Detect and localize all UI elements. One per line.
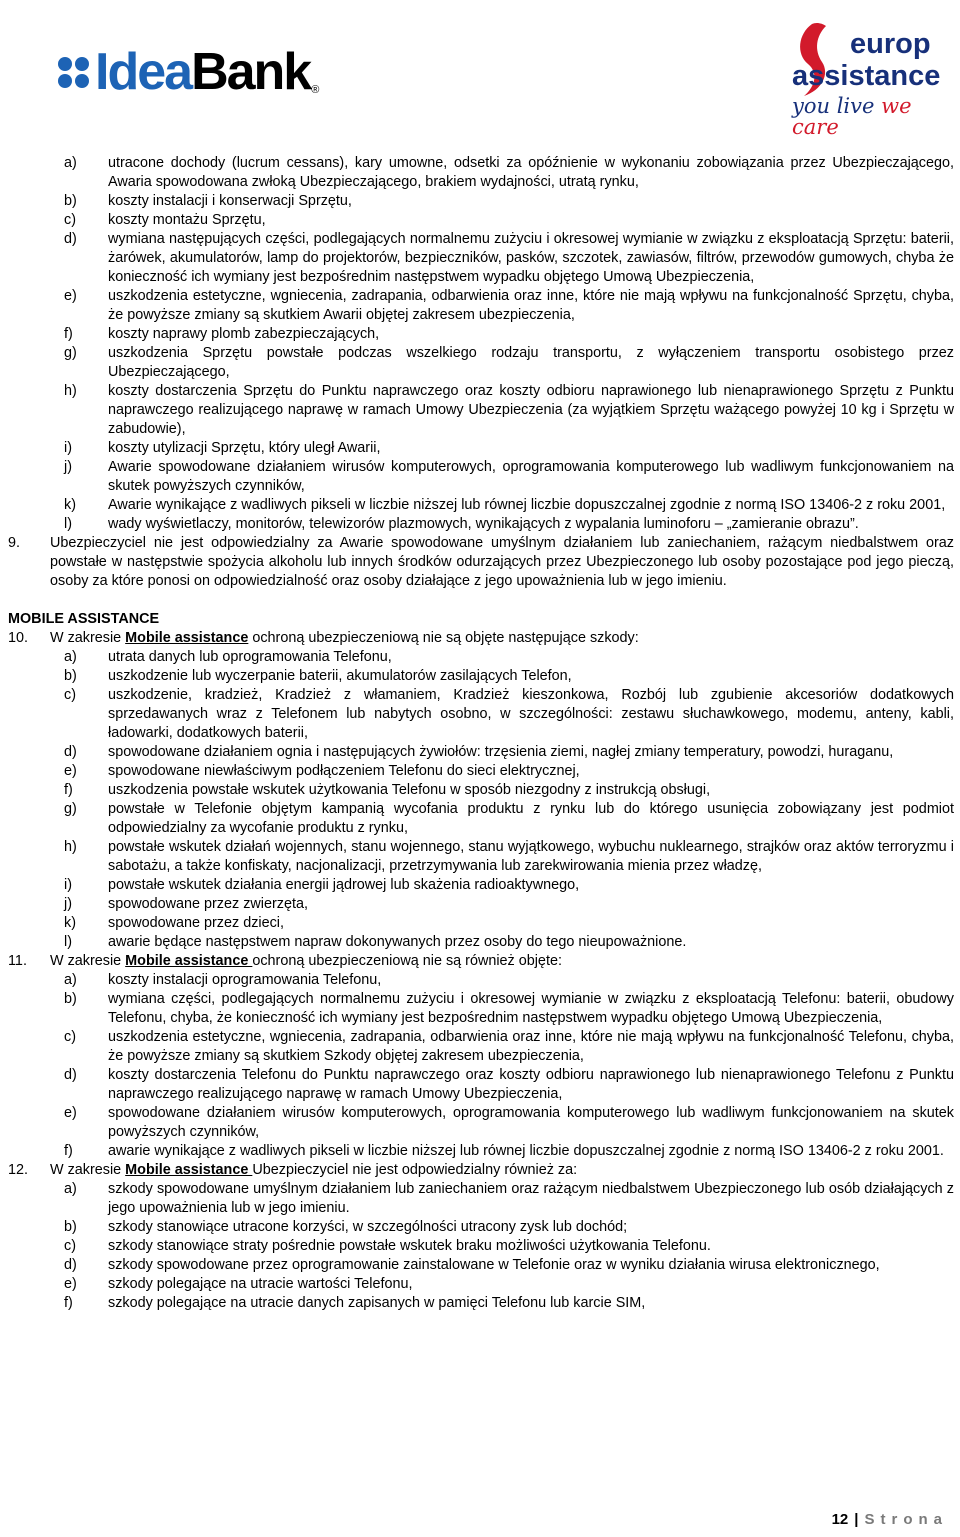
list-item-marker: d) bbox=[64, 744, 77, 760]
list-item-marker: b) bbox=[64, 193, 77, 209]
list-item bbox=[8, 1104, 954, 1142]
list-item-marker: e) bbox=[64, 288, 77, 304]
list-item bbox=[8, 1256, 954, 1275]
exclusions-list-10 bbox=[8, 648, 954, 952]
list-item-marker: g) bbox=[64, 345, 77, 361]
paragraph-10: 10. W zakresie Mobile assistance ochroną ubezpieczeniową nie są objęte następujące szkody: bbox=[8, 630, 639, 646]
list-item bbox=[8, 933, 954, 952]
list-item-marker: h) bbox=[64, 839, 77, 855]
mobile-assistance-term: Mobile assistance bbox=[125, 1162, 253, 1178]
list-item-marker: d) bbox=[64, 1257, 77, 1273]
list-item bbox=[8, 895, 954, 914]
paragraph-11: 11. W zakresie Mobile assistance ochroną ubezpieczeniową nie są również objęte: bbox=[8, 953, 562, 969]
europ-logo-line1: europ bbox=[850, 28, 931, 60]
list-item-marker: f) bbox=[64, 1143, 73, 1159]
page-label: Strona bbox=[864, 1511, 948, 1528]
list-item bbox=[8, 344, 954, 382]
list-item-text: spowodowane działaniem wirusów komputerowych, oprogramowania komputerowego lub wadliwym funkcjonowaniem na skutek powyższych czynników, bbox=[108, 1105, 954, 1140]
list-item-text: koszty utylizacji Sprzętu, który uległ Awarii, bbox=[108, 440, 381, 456]
list-item-marker: e) bbox=[64, 1105, 77, 1121]
list-item-text: szkody polegające na utracie danych zapisanych w pamięci Telefonu lub karcie SIM, bbox=[108, 1295, 646, 1311]
list-item bbox=[8, 800, 954, 838]
list-item bbox=[8, 990, 954, 1028]
list-item-text: koszty instalacji oprogramowania Telefonu, bbox=[108, 972, 382, 988]
list-item-marker: h) bbox=[64, 383, 77, 399]
list-item-marker: c) bbox=[64, 1029, 76, 1045]
list-item-marker: b) bbox=[64, 991, 77, 1007]
list-item-marker: b) bbox=[64, 668, 77, 684]
paragraph-number: 10. bbox=[8, 630, 29, 646]
list-item-marker: k) bbox=[64, 497, 76, 513]
registered-mark: ® bbox=[311, 84, 320, 96]
document-body bbox=[8, 154, 954, 1313]
ideabank-logo bbox=[58, 42, 319, 102]
mobile-assistance-term: Mobile assistance bbox=[125, 953, 253, 969]
list-item-text: wady wyświetlaczy, monitorów, telewizorów plazmowych, wynikających z wypalania luminoforu – „zamieranie obrazu”. bbox=[108, 516, 859, 532]
list-item bbox=[8, 439, 954, 458]
list-item-text: awarie wynikające z wadliwych pikseli w liczbie niższej lub równej liczbie dopuszczalnej zgodnie z normą ISO 13406-2 z roku 2001. bbox=[108, 1143, 944, 1159]
ideabank-logo-part1: Idea bbox=[95, 43, 192, 101]
list-item bbox=[8, 230, 954, 287]
section-heading: MOBILE ASSISTANCE bbox=[8, 611, 160, 627]
list-item-text: Awarie wynikające z wadliwych pikseli w liczbie niższej lub równej liczbie dopuszczalnej zgodnie z normą ISO 13406-2 z roku 2001, bbox=[108, 497, 946, 513]
list-item bbox=[8, 1180, 954, 1218]
list-item-marker: f) bbox=[64, 1295, 73, 1311]
list-item-text: koszty dostarczenia Sprzętu do Punktu naprawczego oraz koszty odbioru naprawionego lub nienaprawionego Sprzętu z Punktu naprawczego realizującego naprawę w ramach Umowy Ubezpieczenia (za wyjątkiem Sprzętu ważącego powyżej 10 kg i Sprzętu w zabudowie), bbox=[108, 383, 954, 437]
list-item-marker: a) bbox=[64, 1181, 77, 1197]
list-item bbox=[8, 743, 954, 762]
page-number: 12 bbox=[831, 1511, 849, 1528]
list-item-text: utracone dochody (lucrum cessans), kary umowne, odsetki za opóźnienie w wykonaniu zobowiązania przez Ubezpieczającego, Awaria spowodowana zwłoką Ubezpieczającego, brakiem wydajności, utratą rynku, bbox=[108, 155, 954, 190]
list-item bbox=[8, 762, 954, 781]
list-item bbox=[8, 1142, 954, 1161]
list-item-text: uszkodzenia estetyczne, wgniecenia, zadrapania, odbarwienia oraz inne, które nie mają wpływu na funkcjonalność Sprzętu, chyba, że powyższe zmiany są skutkiem Awarii objętej zakresem ubezpieczenia, bbox=[108, 288, 954, 323]
list-item-marker: b) bbox=[64, 1219, 77, 1235]
list-item bbox=[8, 154, 954, 192]
page-footer bbox=[832, 1511, 948, 1528]
exclusions-list-12 bbox=[8, 1180, 954, 1313]
list-item bbox=[8, 496, 954, 515]
list-item bbox=[8, 971, 954, 990]
footer-separator: | bbox=[854, 1511, 859, 1528]
list-item bbox=[8, 1218, 954, 1237]
list-item-marker: f) bbox=[64, 326, 73, 342]
list-item-marker: c) bbox=[64, 212, 76, 228]
list-item bbox=[8, 1275, 954, 1294]
list-item bbox=[8, 686, 954, 743]
list-item-text: Awarie spowodowane działaniem wirusów komputerowych, oprogramowania komputerowego lub wadliwym funkcjonowaniem na skutek powyższych czynników, bbox=[108, 459, 954, 494]
list-item-text: szkody polegające na utracie wartości Telefonu, bbox=[108, 1276, 413, 1292]
list-item-marker: g) bbox=[64, 801, 77, 817]
list-item-text: spowodowane przez zwierzęta, bbox=[108, 896, 308, 912]
list-item-text: szkody spowodowane przez oprogramowanie zainstalowane w Telefonie oraz w wyniku działania wirusa elektronicznego, bbox=[108, 1257, 880, 1273]
list-item-marker: e) bbox=[64, 763, 77, 779]
list-item bbox=[8, 667, 954, 686]
list-item bbox=[8, 1294, 954, 1313]
list-item bbox=[8, 515, 954, 534]
list-item-text: spowodowane niewłaściwym podłączeniem Telefonu do sieci elektrycznej, bbox=[108, 763, 580, 779]
list-item-marker: l) bbox=[64, 516, 72, 532]
europ-assistance-logo bbox=[792, 4, 952, 139]
paragraph-number: 9. bbox=[8, 535, 21, 551]
list-item-text: awarie będące następstwem napraw dokonywanych przez osoby do tego nieupoważnione. bbox=[108, 934, 687, 950]
list-item-text: szkody stanowiące utracone korzyści, w szczególności utracony zysk lub dochód; bbox=[108, 1219, 628, 1235]
paragraph-number: 12. bbox=[8, 1162, 29, 1178]
list-item-text: uszkodzenie, kradzież, Kradzież z włamaniem, Kradzież kieszonkowa, Rozbój lub zgubienie akcesoriów dodatkowych sprzedawanych wraz z Telefonem lub nabytych osobno, w szczególności: zestawu słuchawkowego, modemu, anteny, kabli, ładowarki, dodatkowych baterii, bbox=[108, 687, 954, 741]
list-item-text: powstałe w Telefonie objętym kampanią wycofania produktu z rynku lub do którego usunięcia zobowiązany jest podmiot odpowiedzialny za wycofanie produktu z rynku, bbox=[108, 801, 954, 836]
list-item-text: wymiana części, podlegających normalnemu zużyciu i okresowej wymianie w związku z eksploatacją Telefonu: baterii, obudowy Telefonu, chyba, że konieczność ich wymiany jest bezpośrednim następstwem wypadku objętego Umową Ubezpieczenia, bbox=[108, 991, 954, 1026]
list-item bbox=[8, 382, 954, 439]
list-item bbox=[8, 838, 954, 876]
list-item-text: koszty montażu Sprzętu, bbox=[108, 212, 266, 228]
list-item-marker: a) bbox=[64, 649, 77, 665]
list-item-marker: c) bbox=[64, 1238, 76, 1254]
list-item-marker: a) bbox=[64, 972, 77, 988]
paragraph-text: Ubezpieczyciel nie jest odpowiedzialny za Awarie spowodowane umyślnym działaniem lub zaniechaniem, rażącym niedbalstwem oraz powstałe w następstwie spożycia alkoholu lub innych środków odurzających przez Ubezpieczonego lub osoby pozostające pod jego pieczą, osoby za które ponosi on odpowiedzialność oraz osoby działające z jego upoważnienia lub w jego imieniu. bbox=[50, 535, 954, 589]
list-item-marker: i) bbox=[64, 440, 72, 456]
exclusions-list-11 bbox=[8, 971, 954, 1161]
list-item-marker: i) bbox=[64, 877, 72, 893]
ideabank-logo-part2: Bank bbox=[191, 43, 311, 101]
list-item-text: utrata danych lub oprogramowania Telefonu, bbox=[108, 649, 392, 665]
ideabank-logo-dots bbox=[58, 57, 89, 88]
list-item bbox=[8, 325, 954, 344]
list-item-text: szkody stanowiące straty pośrednie powstałe wskutek braku możliwości użytkowania Telefonu. bbox=[108, 1238, 711, 1254]
list-item-text: koszty instalacji i konserwacji Sprzętu, bbox=[108, 193, 352, 209]
list-item bbox=[8, 648, 954, 667]
list-item bbox=[8, 1237, 954, 1256]
paragraph-12: 12. W zakresie Mobile assistance Ubezpieczyciel nie jest odpowiedzialny również za: bbox=[8, 1162, 578, 1178]
list-item-text: uszkodzenia Sprzętu powstałe podczas wszelkiego rodzaju transportu, z wyłączeniem transportu osobistego przez Ubezpieczającego, bbox=[108, 345, 954, 380]
list-item-text: szkody spowodowane umyślnym działaniem lub zaniechaniem oraz rażącym niedbalstwem Ubezpieczonego lub osób działających z jego upoważnienia lub w jego imieniu. bbox=[108, 1181, 954, 1216]
list-item bbox=[8, 1028, 954, 1066]
list-item-text: uszkodzenia estetyczne, wgniecenia, zadrapania, odbarwienia oraz inne, które nie mają wpływu na funkcjonalność Telefonu, chyba, że powyższe zmiany są skutkiem Szkody objętej zakresem ubezpieczenia, bbox=[108, 1029, 954, 1064]
list-item-marker: d) bbox=[64, 231, 77, 247]
list-item-marker: c) bbox=[64, 687, 76, 703]
list-item-marker: j) bbox=[64, 459, 72, 475]
list-item-marker: f) bbox=[64, 782, 73, 798]
list-item-marker: a) bbox=[64, 155, 77, 171]
list-item bbox=[8, 914, 954, 933]
list-item-text: uszkodzenia powstałe wskutek użytkowania Telefonu w sposób niezgodny z instrukcją obsługi, bbox=[108, 782, 711, 798]
list-item-text: spowodowane działaniem ognia i następujących żywiołów: trzęsienia ziemi, nagłej zmiany temperatury, powodzi, huraganu, bbox=[108, 744, 894, 760]
list-item bbox=[8, 781, 954, 800]
paragraph-9 bbox=[8, 534, 954, 591]
list-item-marker: j) bbox=[64, 896, 72, 912]
exclusions-list-8 bbox=[8, 154, 954, 534]
list-item-text: powstałe wskutek działań wojennych, stanu wojennego, stanu wyjątkowego, wybuchu nuklearnego, strajków oraz aktów terroryzmu i sabotażu, a także konfiskaty, nacjonalizacji, przetrzymywania lub zarekwirowania mienia przez władzę, bbox=[108, 839, 954, 874]
europ-logo-line2: assistance bbox=[792, 60, 941, 92]
paragraph-number: 11. bbox=[8, 953, 27, 969]
list-item-marker: k) bbox=[64, 915, 76, 931]
list-item bbox=[8, 192, 954, 211]
list-item-marker: d) bbox=[64, 1067, 77, 1083]
list-item-text: spowodowane przez dzieci, bbox=[108, 915, 284, 931]
list-item-marker: l) bbox=[64, 934, 72, 950]
list-item-text: koszty naprawy plomb zabezpieczających, bbox=[108, 326, 380, 342]
list-item bbox=[8, 876, 954, 895]
list-item-text: koszty dostarczenia Telefonu do Punktu naprawczego oraz koszty odbioru naprawionego lub nienaprawionego Telefonu z Punktu naprawczego realizującego naprawę w ramach Umowy Ubezpieczenia, bbox=[108, 1067, 954, 1102]
list-item-text: uszkodzenie lub wyczerpanie baterii, akumulatorów zasilających Telefon, bbox=[108, 668, 572, 684]
list-item-text: powstałe wskutek działania energii jądrowej lub skażenia radioaktywnego, bbox=[108, 877, 580, 893]
list-item bbox=[8, 458, 954, 496]
list-item-marker: e) bbox=[64, 1276, 77, 1292]
list-item bbox=[8, 1066, 954, 1104]
list-item-text: wymiana następujących części, podlegających normalnemu zużyciu i okresowej wymianie w związku z eksploatacją Sprzętu: baterii, żarówek, akumulatorów, lamp do projektorów, bezpieczników, pasków, szczotek, zawiasów, filtrów, przewodów gumowych, chyba że konieczność ich wymiany jest bezpośrednim następstwem wypadku objętego Umową Ubezpieczenia, bbox=[108, 231, 954, 285]
list-item bbox=[8, 287, 954, 325]
list-item bbox=[8, 211, 954, 230]
mobile-assistance-term: Mobile assistance bbox=[125, 630, 249, 646]
europ-logo-tagline: you live we care bbox=[792, 94, 912, 139]
